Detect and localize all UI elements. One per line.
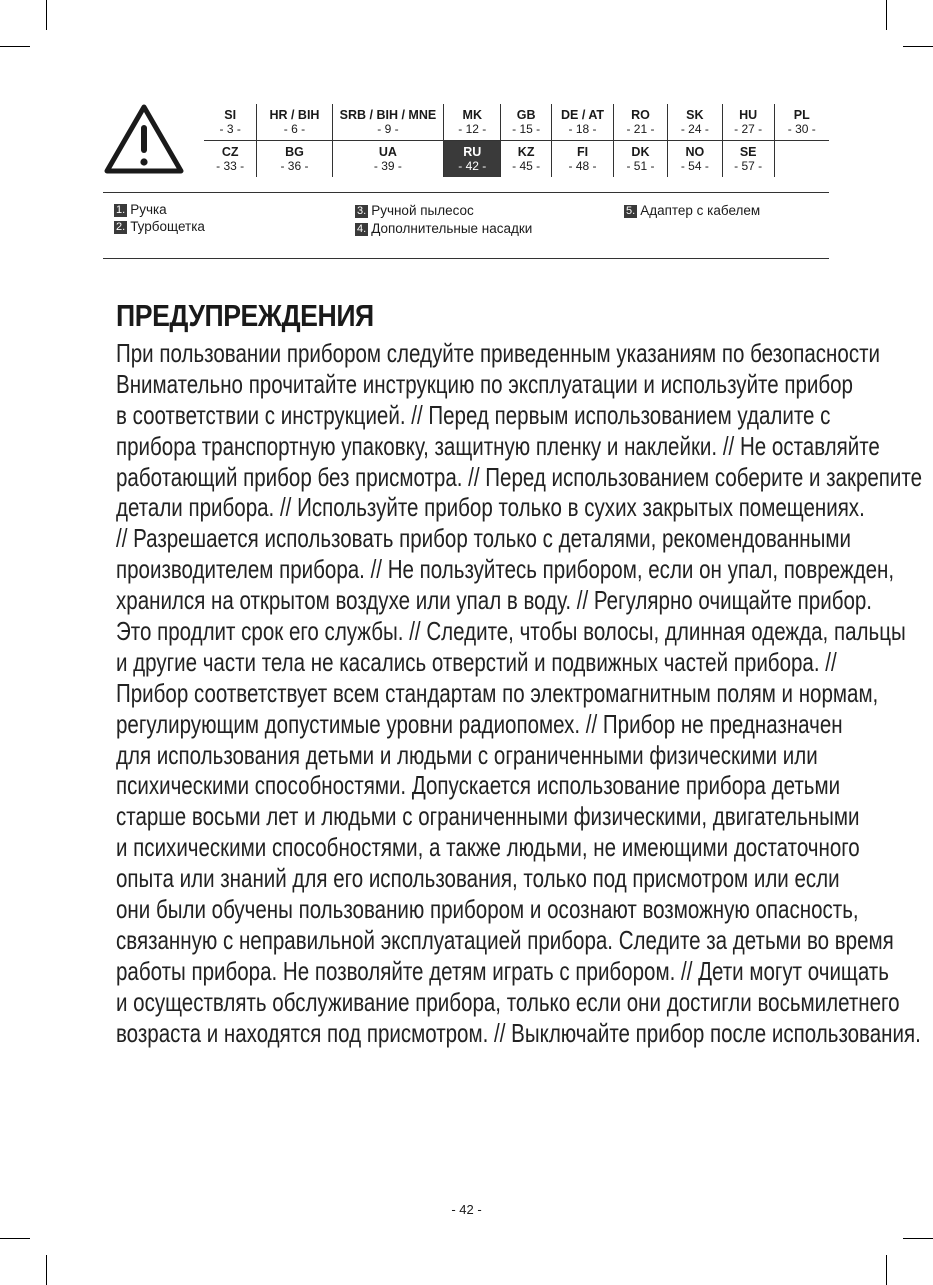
language-cell[interactable]: CZ - 33 - xyxy=(216,145,245,173)
language-cell[interactable]: SK - 24 - xyxy=(667,104,722,141)
text-line: Внимательно прочитайте инструкцию по эксплуатации и используйте прибор xyxy=(116,368,853,399)
part-item xyxy=(624,203,760,219)
language-cell[interactable]: GB - 15 - xyxy=(501,104,552,141)
language-cell[interactable]: DE / AT - 18 - xyxy=(552,104,614,141)
language-row-1 xyxy=(204,104,829,141)
language-cell[interactable]: SRB / BIH / MNE - 9 - xyxy=(332,104,444,141)
part-label: Ручка xyxy=(130,202,167,217)
part-label: Ручной пылесос xyxy=(371,203,474,218)
part-item xyxy=(114,219,205,235)
part-number: 2. xyxy=(116,221,126,233)
divider xyxy=(103,258,829,259)
text-line: в соответствии с инструкцией. // Перед первым использованием удалите с xyxy=(116,399,831,430)
crop-mark xyxy=(46,0,47,30)
warning-triangle-icon xyxy=(103,103,185,175)
divider xyxy=(103,192,829,193)
language-cell[interactable]: UA - 39 - xyxy=(332,141,444,178)
text-line: опыта или знаний для его использования, только под присмотром или если xyxy=(116,863,840,894)
crop-mark xyxy=(886,1255,887,1285)
section-title: ПРЕДУПРЕЖДЕНИЯ xyxy=(116,298,374,333)
part-label: Турбощетка xyxy=(130,219,205,234)
language-cell[interactable]: SE - 57 - xyxy=(722,141,774,178)
crop-mark xyxy=(46,1255,47,1285)
crop-mark xyxy=(0,46,30,47)
language-cell[interactable]: RO - 21 - xyxy=(614,104,668,141)
language-cell[interactable]: KZ - 45 - xyxy=(501,141,552,178)
text-line: возраста и находятся под присмотром. // Выключайте прибор после использования. xyxy=(116,1017,921,1048)
text-line: они были обучены пользованию прибором и осознают возможную опасность, xyxy=(116,894,859,925)
language-cell[interactable]: PL - 30 - xyxy=(774,104,829,141)
part-number: 3. xyxy=(357,205,367,217)
text-line: психическими способностями. Допускается использование прибора детьми xyxy=(116,770,841,801)
text-line: регулирующим допустимые уровни радиопомех. // Прибор не предназначен xyxy=(116,708,843,739)
text-line: связанную с неправильной эксплуатацией прибора. Следите за детьми во время xyxy=(116,924,894,955)
part-number: 5. xyxy=(626,205,636,217)
language-cell[interactable]: DK - 51 - xyxy=(614,141,668,178)
text-line: производителем прибора. // Не пользуйтесь прибором, если он упал, поврежден, xyxy=(116,554,895,585)
part-label: Адаптер с кабелем xyxy=(640,203,761,218)
language-row-2 xyxy=(204,141,829,178)
text-line: Прибор соответствует всем стандартам по электромагнитным полям и нормам, xyxy=(116,677,879,708)
language-cell-active[interactable]: RU - 42 - xyxy=(444,141,501,178)
language-cell[interactable]: FI - 48 - xyxy=(552,141,614,178)
language-cell[interactable]: HU - 27 - xyxy=(722,104,774,141)
crop-mark xyxy=(903,1238,933,1239)
part-label: Дополнительные насадки xyxy=(371,221,533,236)
part-item xyxy=(114,202,167,218)
language-cell[interactable]: HR / BIH - 6 - xyxy=(257,104,332,141)
text-line: детали прибора. // Используйте прибор только в сухих закрытых помещениях. xyxy=(116,492,865,523)
language-cell[interactable]: BG - 36 - xyxy=(257,141,332,178)
text-line: и осуществлять обслуживание прибора, только если они достигли восьмилетнего xyxy=(116,986,900,1017)
crop-mark xyxy=(886,0,887,30)
language-cell[interactable]: NO - 54 - xyxy=(667,141,722,178)
text-line: работающий прибор без присмотра. // Перед использованием соберите и закрепите xyxy=(116,461,922,492)
language-index-table xyxy=(204,104,829,177)
language-cell[interactable]: MK - 12 - xyxy=(444,104,501,141)
warnings-text xyxy=(116,338,922,1048)
text-line: прибора транспортную упаковку, защитную пленку и наклейки. // Не оставляйте xyxy=(116,430,880,461)
part-item xyxy=(355,221,532,237)
part-item xyxy=(355,203,474,219)
part-number: 4. xyxy=(357,223,367,235)
language-cell-empty xyxy=(774,141,829,178)
text-line: // Разрешается использовать прибор только с деталями, рекомендованными xyxy=(116,523,851,554)
page-number: - 42 - xyxy=(451,1202,482,1217)
text-line: и другие части тела не касались отверстий и подвижных частей прибора. // xyxy=(116,646,837,677)
text-line: работы прибора. Не позволяйте детям играть с прибором. // Дети могут очищать xyxy=(116,955,889,986)
crop-mark xyxy=(0,1238,30,1239)
text-line: При пользовании прибором следуйте приведенным указаниям по безопасности xyxy=(116,338,880,368)
text-line: для использования детьми и людьми с ограниченными физическими или xyxy=(116,739,818,770)
crop-mark xyxy=(903,46,933,47)
language-cell[interactable]: SI - 3 - xyxy=(204,104,257,141)
part-number: 1. xyxy=(116,204,126,216)
text-line: старше восьми лет и людьми с ограниченными физическими, двигательными xyxy=(116,801,860,832)
text-line: и психическими способностями, а также людьми, не имеющими достаточного xyxy=(116,832,860,863)
text-line: хранился на открытом воздухе или упал в воду. // Регулярно очищайте прибор. xyxy=(116,585,873,616)
text-line: Это продлит срок его службы. // Следите, чтобы волосы, длинная одежда, пальцы xyxy=(116,616,906,647)
